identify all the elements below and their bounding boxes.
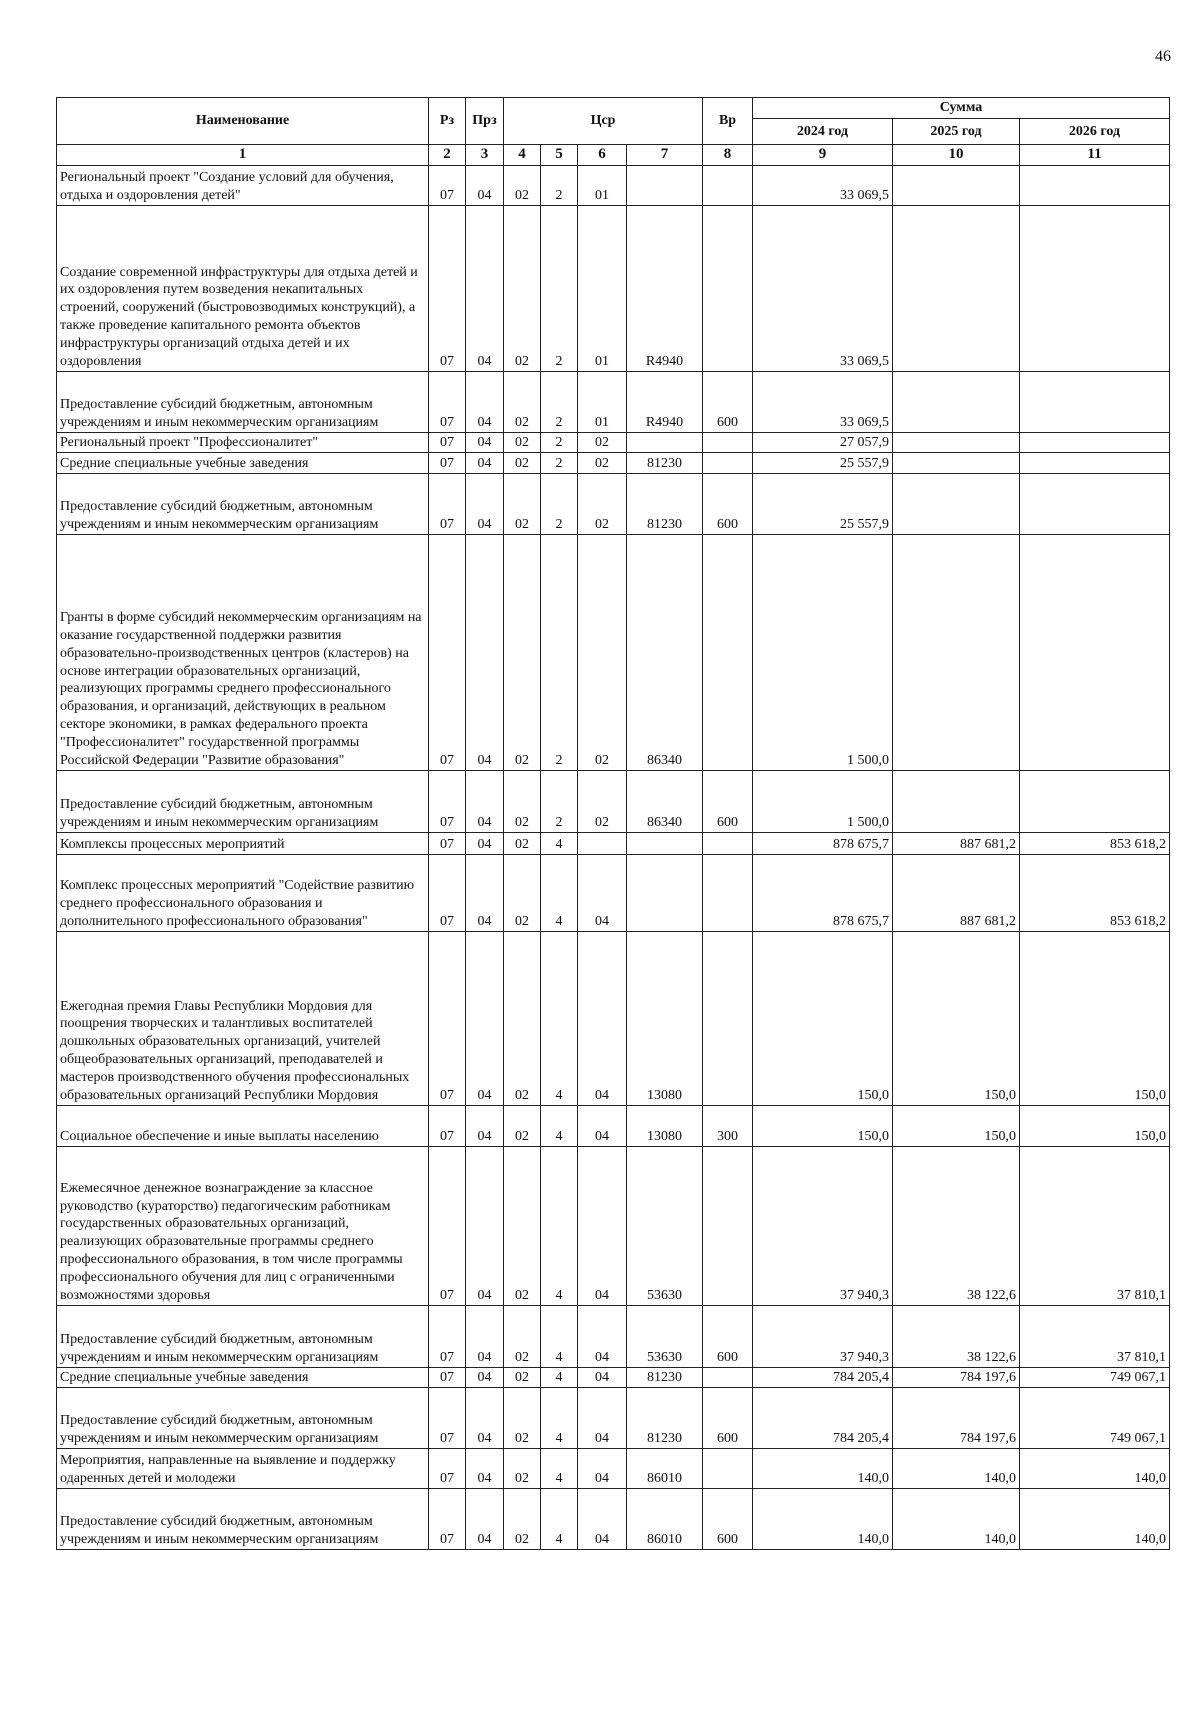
row-csr-part: 02 [578, 453, 627, 474]
header-prz: Прз [466, 98, 504, 145]
row-amount-2024: 1 500,0 [753, 535, 893, 771]
row-amount-2026: 140,0 [1020, 1489, 1170, 1550]
row-vr: 300 [703, 1106, 753, 1147]
header-csr: Цср [504, 98, 703, 145]
row-amount-2024: 140,0 [753, 1489, 893, 1550]
row-amount-2025: 784 197,6 [893, 1388, 1020, 1449]
row-csr-code: R4940 [627, 372, 703, 433]
row-csr-part: 02 [504, 372, 541, 433]
row-vr [703, 1368, 753, 1388]
row-csr-part: 02 [504, 474, 541, 535]
row-name: Мероприятия, направленные на выявление и поддержку одаренных детей и молодежи [57, 1449, 429, 1489]
row-rz: 07 [429, 771, 466, 833]
header-year-2025: 2025 год [893, 119, 1020, 145]
row-name: Предоставление субсидий бюджетным, автономным учреждениям и иным некоммерческим организациям [57, 1306, 429, 1368]
row-name: Региональный проект "Создание условий для обучения, отдыха и оздоровления детей" [57, 166, 429, 206]
column-number: 2 [429, 145, 466, 166]
row-csr-part: 02 [504, 1106, 541, 1147]
row-csr-part: 4 [541, 855, 578, 932]
table-row [57, 932, 1170, 1106]
row-vr [703, 932, 753, 1106]
row-csr-part: 02 [504, 1306, 541, 1368]
row-rz: 07 [429, 1306, 466, 1368]
row-csr-part: 02 [578, 771, 627, 833]
row-amount-2026 [1020, 771, 1170, 833]
row-amount-2024: 37 940,3 [753, 1306, 893, 1368]
row-csr-part: 02 [504, 1489, 541, 1550]
row-csr-code: 81230 [627, 453, 703, 474]
row-amount-2024: 140,0 [753, 1449, 893, 1489]
row-prz: 04 [466, 1368, 504, 1388]
row-csr-part: 4 [541, 1449, 578, 1489]
column-number: 9 [753, 145, 893, 166]
table-row [57, 855, 1170, 932]
row-amount-2025 [893, 453, 1020, 474]
row-amount-2026 [1020, 535, 1170, 771]
row-name: Ежегодная премия Главы Республики Мордовия для поощрения творческих и талантливых воспитателей дошкольных образовательных организаций, учителей общеобразовательных организаций, преподавателей и мастеров производственного обучения профессиональных образовательных организаций Республики Мордовия [57, 932, 429, 1106]
row-csr-code: 86340 [627, 771, 703, 833]
table-row [57, 771, 1170, 833]
row-amount-2025: 887 681,2 [893, 833, 1020, 855]
row-amount-2026: 749 067,1 [1020, 1388, 1170, 1449]
row-rz: 07 [429, 166, 466, 206]
page-number: 46 [1155, 48, 1171, 65]
row-csr-part: 4 [541, 833, 578, 855]
row-amount-2025 [893, 433, 1020, 453]
row-amount-2026 [1020, 372, 1170, 433]
row-csr-part: 02 [504, 433, 541, 453]
table-row [57, 166, 1170, 206]
table-row [57, 1388, 1170, 1449]
row-amount-2024: 1 500,0 [753, 771, 893, 833]
row-amount-2024: 878 675,7 [753, 855, 893, 932]
row-csr-part: 02 [504, 1147, 541, 1306]
table-row [57, 1368, 1170, 1388]
row-prz: 04 [466, 1147, 504, 1306]
row-csr-part: 02 [578, 535, 627, 771]
row-amount-2025: 140,0 [893, 1489, 1020, 1550]
column-number: 5 [541, 145, 578, 166]
row-name: Комплексы процессных мероприятий [57, 833, 429, 855]
row-csr-code: 53630 [627, 1147, 703, 1306]
row-amount-2024: 25 557,9 [753, 474, 893, 535]
row-csr-part: 04 [578, 1368, 627, 1388]
row-vr: 600 [703, 1388, 753, 1449]
row-rz: 07 [429, 474, 466, 535]
row-csr-part: 04 [578, 1106, 627, 1147]
column-number: 6 [578, 145, 627, 166]
row-csr-part: 2 [541, 206, 578, 372]
column-number: 1 [57, 145, 429, 166]
column-number: 11 [1020, 145, 1170, 166]
row-name: Социальное обеспечение и иные выплаты населению [57, 1106, 429, 1147]
row-csr-part: 4 [541, 932, 578, 1106]
row-name: Предоставление субсидий бюджетным, автономным учреждениям и иным некоммерческим организациям [57, 372, 429, 433]
row-amount-2024: 33 069,5 [753, 166, 893, 206]
row-vr [703, 166, 753, 206]
row-amount-2026: 150,0 [1020, 932, 1170, 1106]
table-row [57, 1306, 1170, 1368]
row-csr-part: 2 [541, 372, 578, 433]
row-csr-part: 2 [541, 474, 578, 535]
table-row [57, 1449, 1170, 1489]
row-csr-part: 4 [541, 1368, 578, 1388]
row-rz: 07 [429, 855, 466, 932]
row-amount-2025 [893, 206, 1020, 372]
row-amount-2024: 33 069,5 [753, 372, 893, 433]
row-vr [703, 1147, 753, 1306]
row-amount-2025 [893, 166, 1020, 206]
row-prz: 04 [466, 372, 504, 433]
row-csr-part: 01 [578, 206, 627, 372]
row-csr-code: R4940 [627, 206, 703, 372]
row-rz: 07 [429, 833, 466, 855]
row-csr-part: 01 [578, 166, 627, 206]
row-amount-2025 [893, 771, 1020, 833]
row-vr [703, 433, 753, 453]
row-prz: 04 [466, 453, 504, 474]
row-csr-part [578, 833, 627, 855]
row-csr-part: 4 [541, 1489, 578, 1550]
row-amount-2024: 27 057,9 [753, 433, 893, 453]
row-rz: 07 [429, 433, 466, 453]
row-rz: 07 [429, 1368, 466, 1388]
row-csr-part: 02 [504, 1388, 541, 1449]
row-amount-2024: 150,0 [753, 1106, 893, 1147]
row-csr-part: 4 [541, 1388, 578, 1449]
column-number-row [57, 145, 1170, 166]
row-csr-part: 04 [578, 1489, 627, 1550]
column-number: 3 [466, 145, 504, 166]
row-vr [703, 453, 753, 474]
row-csr-part: 4 [541, 1306, 578, 1368]
row-name: Предоставление субсидий бюджетным, автономным учреждениям и иным некоммерческим организациям [57, 771, 429, 833]
row-csr-part: 04 [578, 1147, 627, 1306]
row-csr-code: 86340 [627, 535, 703, 771]
row-csr-code [627, 833, 703, 855]
row-rz: 07 [429, 1106, 466, 1147]
row-rz: 07 [429, 206, 466, 372]
row-prz: 04 [466, 855, 504, 932]
row-csr-part: 04 [578, 932, 627, 1106]
row-prz: 04 [466, 1388, 504, 1449]
row-amount-2026 [1020, 433, 1170, 453]
row-rz: 07 [429, 1388, 466, 1449]
row-prz: 04 [466, 1449, 504, 1489]
row-prz: 04 [466, 1106, 504, 1147]
row-amount-2024: 33 069,5 [753, 206, 893, 372]
row-rz: 07 [429, 1147, 466, 1306]
row-name: Региональный проект "Профессионалитет" [57, 433, 429, 453]
row-rz: 07 [429, 1489, 466, 1550]
row-amount-2025: 784 197,6 [893, 1368, 1020, 1388]
row-name: Создание современной инфраструктуры для отдыха детей и их оздоровления путем возведения некапитальных строений, сооружений (быстровозводимых конструкций), а также проведение капитального ремонта объектов инфраструктуры организаций отдыха детей и их оздоровления [57, 206, 429, 372]
row-csr-part: 02 [504, 166, 541, 206]
row-vr [703, 535, 753, 771]
row-csr-part: 2 [541, 771, 578, 833]
row-prz: 04 [466, 433, 504, 453]
row-csr-part: 02 [504, 932, 541, 1106]
row-prz: 04 [466, 1306, 504, 1368]
row-amount-2025: 150,0 [893, 1106, 1020, 1147]
row-vr: 600 [703, 1489, 753, 1550]
row-vr: 600 [703, 372, 753, 433]
row-vr: 600 [703, 771, 753, 833]
row-csr-code: 86010 [627, 1449, 703, 1489]
header-name: Наименование [57, 98, 429, 145]
row-csr-part: 02 [578, 474, 627, 535]
column-number: 10 [893, 145, 1020, 166]
row-csr-part: 02 [504, 206, 541, 372]
row-prz: 04 [466, 535, 504, 771]
row-csr-code: 81230 [627, 1368, 703, 1388]
row-csr-part: 04 [578, 855, 627, 932]
row-prz: 04 [466, 932, 504, 1106]
row-csr-part: 02 [504, 535, 541, 771]
row-csr-part: 02 [504, 453, 541, 474]
column-number: 4 [504, 145, 541, 166]
row-name: Ежемесячное денежное вознаграждение за классное руководство (кураторство) педагогическим работникам государственных образовательных организаций, реализующих образовательные программы среднего профессионального образования, в том числе программы профессионального обучения для лиц с ограниченными возможностями здоровья [57, 1147, 429, 1306]
row-csr-code: 13080 [627, 932, 703, 1106]
row-vr [703, 833, 753, 855]
row-amount-2025 [893, 372, 1020, 433]
row-amount-2024: 150,0 [753, 932, 893, 1106]
row-csr-part: 02 [504, 1368, 541, 1388]
row-csr-part: 2 [541, 535, 578, 771]
row-prz: 04 [466, 166, 504, 206]
header-year-2026: 2026 год [1020, 119, 1170, 145]
table-row [57, 206, 1170, 372]
header-vr: Вр [703, 98, 753, 145]
row-csr-code: 81230 [627, 474, 703, 535]
table-row [57, 1489, 1170, 1550]
row-csr-code: 81230 [627, 1388, 703, 1449]
row-amount-2026: 749 067,1 [1020, 1368, 1170, 1388]
row-csr-code: 53630 [627, 1306, 703, 1368]
row-csr-part: 04 [578, 1449, 627, 1489]
row-rz: 07 [429, 535, 466, 771]
row-csr-code [627, 166, 703, 206]
row-csr-part: 02 [504, 855, 541, 932]
row-csr-part: 02 [504, 1449, 541, 1489]
header-rz: Рз [429, 98, 466, 145]
budget-table [56, 97, 1170, 1550]
row-csr-part: 2 [541, 433, 578, 453]
table-row [57, 433, 1170, 453]
row-amount-2025: 140,0 [893, 1449, 1020, 1489]
row-amount-2024: 25 557,9 [753, 453, 893, 474]
row-csr-part: 2 [541, 166, 578, 206]
row-csr-part: 02 [504, 833, 541, 855]
column-number: 7 [627, 145, 703, 166]
table-row [57, 474, 1170, 535]
table-row [57, 1147, 1170, 1306]
row-prz: 04 [466, 206, 504, 372]
row-csr-part: 4 [541, 1106, 578, 1147]
row-vr [703, 206, 753, 372]
column-number: 8 [703, 145, 753, 166]
row-prz: 04 [466, 771, 504, 833]
row-csr-code: 86010 [627, 1489, 703, 1550]
table-row [57, 372, 1170, 433]
row-name: Предоставление субсидий бюджетным, автономным учреждениям и иным некоммерческим организациям [57, 474, 429, 535]
table-row [57, 453, 1170, 474]
table-row [57, 535, 1170, 771]
header-year-2024: 2024 год [753, 119, 893, 145]
row-amount-2024: 784 205,4 [753, 1368, 893, 1388]
row-prz: 04 [466, 1489, 504, 1550]
row-amount-2025: 38 122,6 [893, 1306, 1020, 1368]
row-amount-2025: 887 681,2 [893, 855, 1020, 932]
header-sum: Сумма [753, 98, 1170, 119]
row-name: Средние специальные учебные заведения [57, 1368, 429, 1388]
row-csr-part: 01 [578, 372, 627, 433]
row-amount-2026 [1020, 474, 1170, 535]
row-amount-2024: 878 675,7 [753, 833, 893, 855]
row-amount-2026: 150,0 [1020, 1106, 1170, 1147]
row-amount-2024: 37 940,3 [753, 1147, 893, 1306]
row-csr-code [627, 855, 703, 932]
row-csr-part: 2 [541, 453, 578, 474]
row-amount-2026: 853 618,2 [1020, 833, 1170, 855]
row-prz: 04 [466, 474, 504, 535]
row-amount-2026: 853 618,2 [1020, 855, 1170, 932]
row-rz: 07 [429, 932, 466, 1106]
row-name: Средние специальные учебные заведения [57, 453, 429, 474]
row-prz: 04 [466, 833, 504, 855]
table-row [57, 833, 1170, 855]
row-amount-2025 [893, 474, 1020, 535]
row-rz: 07 [429, 1449, 466, 1489]
row-amount-2026: 37 810,1 [1020, 1306, 1170, 1368]
row-csr-part: 04 [578, 1306, 627, 1368]
row-amount-2026 [1020, 206, 1170, 372]
row-rz: 07 [429, 372, 466, 433]
row-rz: 07 [429, 453, 466, 474]
row-vr: 600 [703, 1306, 753, 1368]
row-amount-2026: 37 810,1 [1020, 1147, 1170, 1306]
row-amount-2026 [1020, 166, 1170, 206]
row-amount-2025 [893, 535, 1020, 771]
row-vr [703, 1449, 753, 1489]
row-csr-part: 4 [541, 1147, 578, 1306]
row-name: Гранты в форме субсидий некоммерческим организациям на оказание государственной поддержки развития образовательно-производственных центров (кластеров) на основе интеграции образовательных организаций, реализующих программы среднего профессионального образования, и организаций, действующих в реальном секторе экономики, в рамках федерального проекта "Профессионалитет" государственной программы Российской Федерации "Развитие образования" [57, 535, 429, 771]
row-amount-2025: 150,0 [893, 932, 1020, 1106]
row-name: Комплекс процессных мероприятий "Содействие развитию среднего профессионального образования и дополнительного профессионального образования" [57, 855, 429, 932]
row-vr [703, 855, 753, 932]
row-vr: 600 [703, 474, 753, 535]
row-csr-part: 04 [578, 1388, 627, 1449]
table-row [57, 1106, 1170, 1147]
row-amount-2026: 140,0 [1020, 1449, 1170, 1489]
row-amount-2024: 784 205,4 [753, 1388, 893, 1449]
row-csr-code [627, 433, 703, 453]
row-amount-2025: 38 122,6 [893, 1147, 1020, 1306]
row-amount-2026 [1020, 453, 1170, 474]
row-csr-part: 02 [504, 771, 541, 833]
row-name: Предоставление субсидий бюджетным, автономным учреждениям и иным некоммерческим организациям [57, 1388, 429, 1449]
row-csr-code: 13080 [627, 1106, 703, 1147]
row-name: Предоставление субсидий бюджетным, автономным учреждениям и иным некоммерческим организациям [57, 1489, 429, 1550]
row-csr-part: 02 [578, 433, 627, 453]
